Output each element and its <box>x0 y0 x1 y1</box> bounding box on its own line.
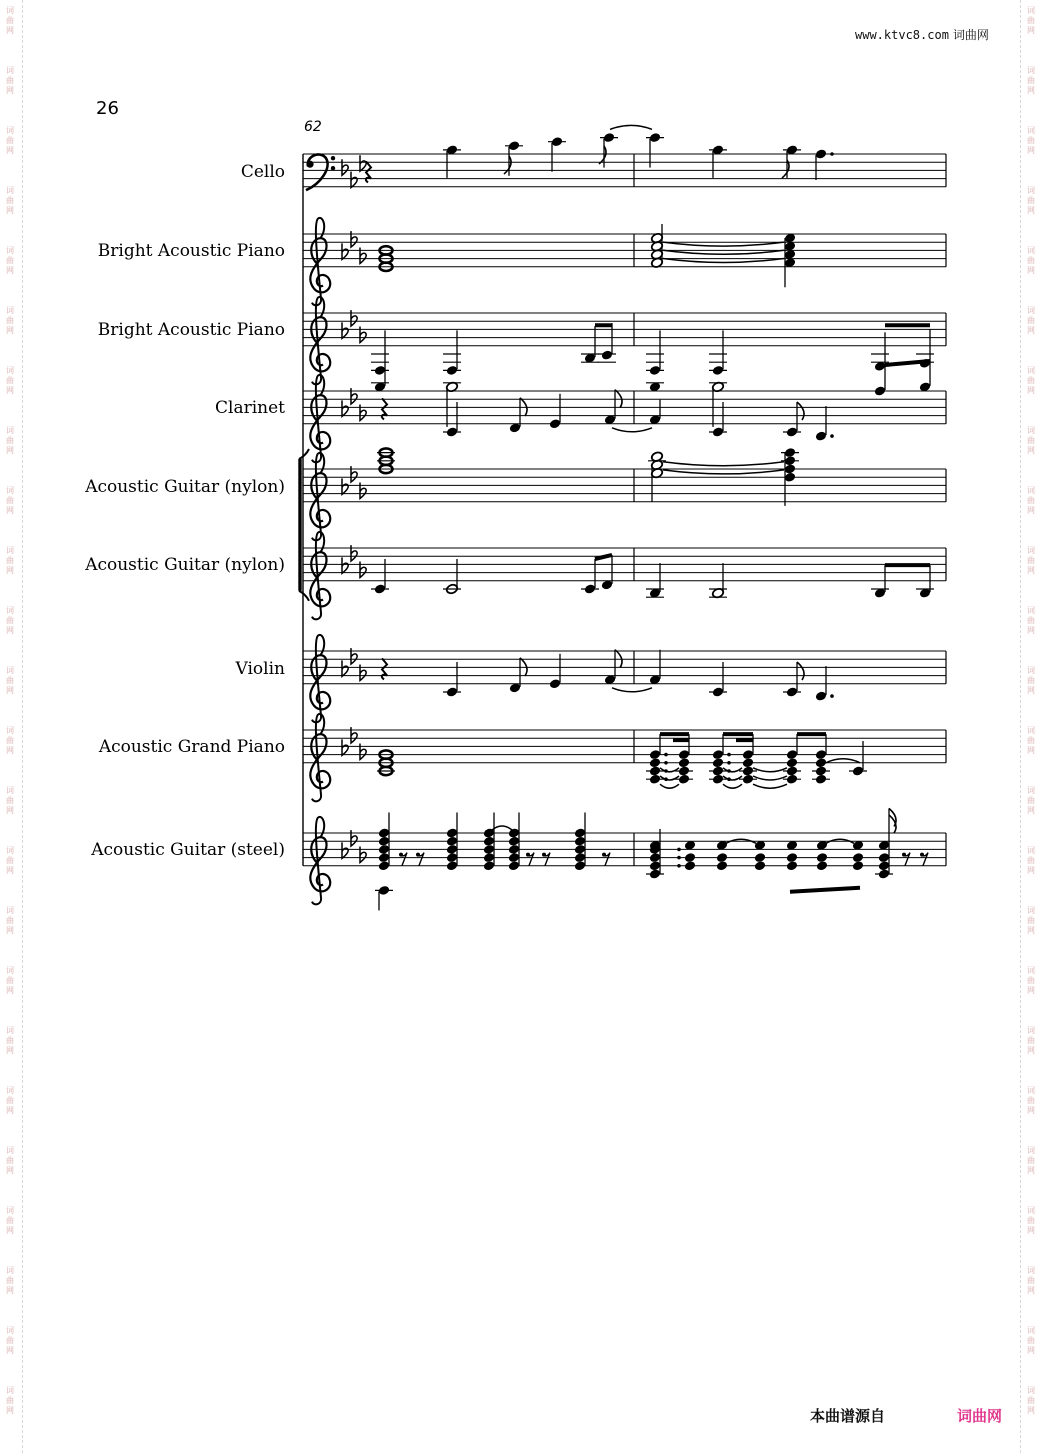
note-beam <box>595 555 612 559</box>
watermark-glyph: 词 曲 网 <box>1027 366 1035 395</box>
note-dot <box>677 856 681 860</box>
staff-guitar-nylon-1 <box>303 453 946 540</box>
quarter-note <box>678 757 691 768</box>
treble-clef-icon <box>310 375 330 462</box>
watermark-glyph: 词 曲 网 <box>6 786 14 815</box>
quarter-note <box>852 852 865 863</box>
quarter-rest-icon <box>382 658 387 679</box>
watermark-glyph: 词 曲 网 <box>1027 66 1035 95</box>
tie <box>663 462 784 466</box>
treble-clef-icon <box>310 635 330 722</box>
note-dot <box>664 753 668 757</box>
flat-icon <box>360 155 366 171</box>
watermark-glyph: 词 曲 网 <box>6 1386 14 1415</box>
note-flag <box>797 402 804 420</box>
note-flag <box>797 662 804 680</box>
watermark-glyph: 词 曲 网 <box>1027 1086 1035 1115</box>
flat-icon <box>342 322 348 338</box>
note-flag <box>504 156 511 174</box>
tie <box>753 776 787 780</box>
note-flag <box>599 146 606 164</box>
instrument-name-bright-piano-2: Bright Acoustic Piano <box>97 320 285 340</box>
tie <box>492 826 512 830</box>
watermark-glyph: 词 曲 网 <box>6 306 14 335</box>
staff-bright-piano-2 <box>303 297 946 384</box>
note-beam <box>790 888 860 892</box>
watermark-glyph: 词 曲 网 <box>6 66 14 95</box>
watermark-glyph: 词 曲 网 <box>6 1266 14 1295</box>
instrument-name-guitar-nylon-2: Acoustic Guitar (nylon) <box>85 555 285 575</box>
quarter-note <box>786 757 799 768</box>
flat-icon <box>351 172 357 188</box>
staff-cello <box>303 154 946 190</box>
instrument-name-grand-piano: Acoustic Grand Piano <box>98 737 285 757</box>
eighth-rest-icon <box>920 853 928 866</box>
watermark-glyph: 词 曲 网 <box>1027 126 1035 155</box>
quarter-note <box>786 860 799 871</box>
treble-clef-icon <box>310 453 330 540</box>
instrument-name-bright-piano-1: Bright Acoustic Piano <box>97 241 285 261</box>
watermark-glyph: 词 曲 网 <box>6 1086 14 1115</box>
tie <box>753 784 787 788</box>
watermark-glyph: 词 曲 网 <box>6 186 14 215</box>
watermark-glyph: 词 曲 网 <box>1027 666 1035 695</box>
quarter-note <box>742 757 755 768</box>
flat-icon <box>342 243 348 259</box>
eighth-rest-icon <box>542 853 550 866</box>
eighth-rest-icon <box>416 853 424 866</box>
watermark-glyph: 词 曲 网 <box>1027 726 1035 755</box>
watermark-glyph: 词 曲 网 <box>6 126 14 155</box>
watermark-glyph: 词 曲 网 <box>6 246 14 275</box>
watermark-glyph: 词 曲 网 <box>1027 186 1035 215</box>
watermark-glyph: 词 曲 网 <box>1027 426 1035 455</box>
watermark-glyph: 词 曲 网 <box>1027 486 1035 515</box>
flat-icon <box>342 478 348 494</box>
watermark-glyph: 词 曲 网 <box>1027 1386 1035 1415</box>
flat-icon <box>342 842 348 858</box>
quarter-note <box>716 860 729 871</box>
instrument-name-violin: Violin <box>235 659 285 679</box>
staff-guitar-nylon-2 <box>303 532 946 619</box>
watermark-glyph: 词 曲 网 <box>1027 1206 1035 1235</box>
treble-clef-icon <box>310 297 330 384</box>
watermark-glyph: 词 曲 网 <box>6 1146 14 1175</box>
watermark-glyph: 词 曲 网 <box>6 546 14 575</box>
watermark-glyph: 词 曲 网 <box>1027 1326 1035 1355</box>
watermark-glyph: 词 曲 网 <box>1027 1146 1035 1175</box>
tie <box>723 784 742 788</box>
note-dot <box>727 761 731 765</box>
header-site-name: 词曲网 <box>952 28 989 42</box>
note-dot <box>677 864 681 868</box>
watermark-glyph: 词 曲 网 <box>1027 606 1035 635</box>
watermark-glyph: 词 曲 网 <box>6 846 14 875</box>
tie <box>753 768 787 772</box>
watermark-glyph: 词 曲 网 <box>6 906 14 935</box>
note-dot <box>677 848 681 852</box>
note-dot <box>830 694 834 698</box>
tie <box>612 688 652 692</box>
watermark-glyph: 词 曲 网 <box>6 1326 14 1355</box>
tie <box>663 470 784 474</box>
watermark-glyph: 词 曲 网 <box>6 486 14 515</box>
staff-violin <box>303 635 946 722</box>
tie <box>610 125 652 129</box>
note-dot <box>830 434 834 438</box>
quarter-note <box>684 860 697 871</box>
treble-clef-icon <box>310 714 330 801</box>
measure-number: 62 <box>304 119 322 135</box>
watermark-glyph: 词 曲 网 <box>6 966 14 995</box>
watermark-glyph: 词 曲 网 <box>1027 1026 1035 1055</box>
staff-grand-piano <box>303 714 946 801</box>
header-url-text: www.ktvc8.com <box>855 28 949 42</box>
flat-icon <box>342 400 348 416</box>
sixteenth-rest-icon <box>526 853 534 866</box>
watermark-glyph: 词 曲 网 <box>1027 306 1035 335</box>
watermark-glyph: 词 曲 网 <box>6 726 14 755</box>
eighth-rest-icon <box>602 853 610 866</box>
tie <box>660 784 679 788</box>
watermark-glyph: 词 曲 网 <box>1027 786 1035 815</box>
instrument-name-cello: Cello <box>240 162 285 182</box>
quarter-rest-icon <box>382 398 387 419</box>
watermark-glyph: 词 曲 网 <box>1027 906 1035 935</box>
note-dot <box>830 152 834 156</box>
staff-clarinet <box>303 375 946 462</box>
note-dot <box>727 753 731 757</box>
quarter-note <box>754 860 767 871</box>
flat-icon <box>342 660 348 676</box>
watermark-glyph: 词 曲 网 <box>6 6 14 35</box>
treble-clef-icon <box>310 218 330 305</box>
footer-site-label: 词曲网 <box>957 1407 1003 1425</box>
tie <box>826 759 860 763</box>
watermark-glyph: 词 曲 网 <box>1027 546 1035 575</box>
quarter-note <box>716 852 729 863</box>
quarter-note <box>754 852 767 863</box>
watermark-glyph: 词 曲 网 <box>6 606 14 635</box>
watermark-glyph: 词 曲 网 <box>1027 6 1035 35</box>
tie <box>612 428 652 432</box>
watermark-glyph: 词 曲 网 <box>1027 1266 1035 1295</box>
watermark-glyph: 词 曲 网 <box>6 1026 14 1055</box>
treble-clef-icon <box>310 532 330 619</box>
quarter-note <box>816 860 829 871</box>
watermark-glyph: 词 曲 网 <box>6 366 14 395</box>
quarter-note <box>684 852 697 863</box>
staff-bright-piano-1 <box>303 218 946 305</box>
instrument-name-guitar-nylon-1: Acoustic Guitar (nylon) <box>85 477 285 497</box>
sixteenth-rest-icon <box>399 853 407 866</box>
bass-clef-icon <box>306 154 335 190</box>
quarter-note <box>712 757 725 768</box>
page-number: 26 <box>96 98 119 119</box>
bracket-hook-bottom <box>299 591 309 601</box>
quarter-note <box>816 852 829 863</box>
flat-icon <box>342 739 348 755</box>
instrument-name-guitar-steel: Acoustic Guitar (steel) <box>91 840 285 860</box>
quarter-note <box>649 757 662 768</box>
treble-clef-icon <box>310 817 330 904</box>
watermark-glyph: 词 曲 网 <box>6 426 14 455</box>
quarter-note <box>786 852 799 863</box>
watermark-glyph: 词 曲 网 <box>6 1206 14 1235</box>
quarter-note <box>852 860 865 871</box>
note-dot <box>664 761 668 765</box>
instrument-name-clarinet: Clarinet <box>215 398 285 418</box>
bracket-hook-top <box>299 449 309 459</box>
staff-guitar-steel <box>303 817 946 904</box>
flat-icon <box>342 557 348 573</box>
watermark-glyph: 词 曲 网 <box>6 666 14 695</box>
watermark-glyph: 词 曲 网 <box>1027 966 1035 995</box>
tie <box>663 242 784 246</box>
watermark-glyph: 词 曲 网 <box>1027 846 1035 875</box>
quarter-note <box>815 757 828 768</box>
footer-source-label: 本曲谱源自 <box>810 1407 886 1425</box>
sixteenth-rest-icon <box>902 853 910 866</box>
watermark-glyph: 词 曲 网 <box>1027 246 1035 275</box>
